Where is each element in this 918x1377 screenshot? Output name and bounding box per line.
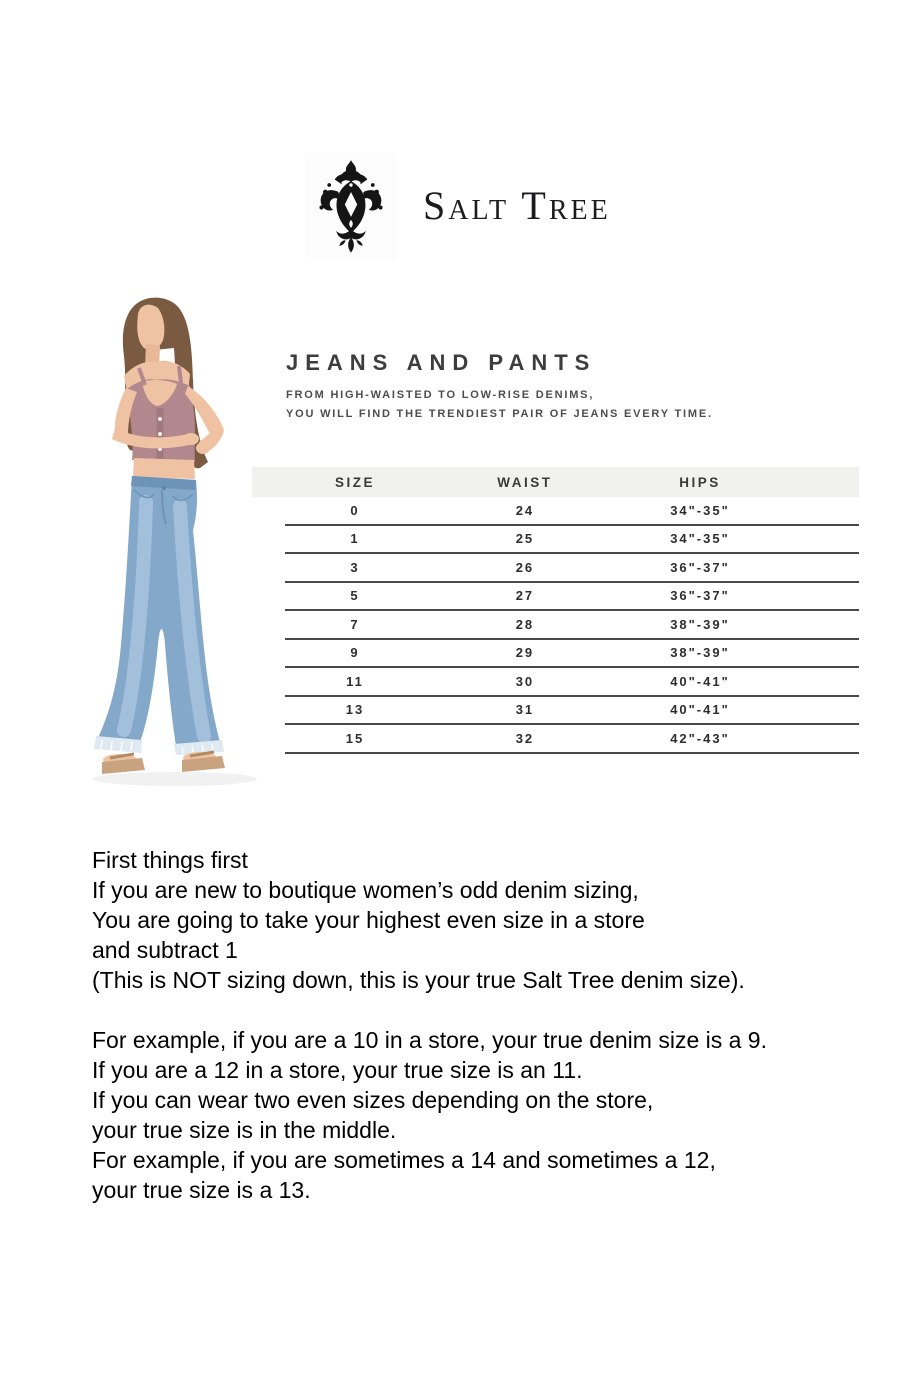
cell-size: 3: [285, 553, 425, 582]
cell-hips: 36"-37": [625, 553, 775, 582]
cell-spacer: [775, 639, 859, 668]
note-line: (This is NOT sizing down, this is your true Salt Tree denim size).: [92, 967, 745, 993]
cell-spacer: [775, 696, 859, 725]
table-row: [285, 724, 859, 753]
note-line: your true size is in the middle.: [92, 1117, 397, 1143]
note-line: First things first: [92, 847, 248, 873]
cell-waist: 28: [425, 610, 625, 639]
cell-size: 13: [285, 696, 425, 725]
cell-hips: 34"-35": [625, 497, 775, 525]
size-chart-table: [285, 467, 859, 754]
cell-spacer: [775, 667, 859, 696]
cell-hips: 42"-43": [625, 724, 775, 753]
note-line: and subtract 1: [92, 937, 238, 963]
column-header-size: SIZE: [335, 474, 376, 490]
table-row: [285, 553, 859, 582]
note-line: If you are new to boutique women’s odd denim sizing,: [92, 877, 639, 903]
brand-name: Salt Tree: [423, 183, 611, 228]
cell-hips: 40"-41": [625, 696, 775, 725]
sizing-notes-paragraph-2: [92, 1025, 767, 1205]
sizing-notes-paragraph-1: [92, 845, 767, 995]
cell-waist: 31: [425, 696, 625, 725]
table-row: [285, 610, 859, 639]
cell-waist: 32: [425, 724, 625, 753]
cell-hips: 40"-41": [625, 667, 775, 696]
jeans-section-header: [286, 350, 713, 420]
column-header-spacer: [775, 467, 859, 497]
cell-hips: 38"-39": [625, 639, 775, 668]
table-row: [285, 667, 859, 696]
brand-logo: [305, 153, 611, 258]
section-title: JEANS AND PANTS: [286, 350, 597, 375]
cell-spacer: [775, 525, 859, 554]
model-photo: [90, 292, 280, 792]
cell-waist: 30: [425, 667, 625, 696]
cell-size: 11: [285, 667, 425, 696]
cell-waist: 27: [425, 582, 625, 611]
logo-tile: [305, 153, 397, 258]
cell-spacer: [775, 553, 859, 582]
cell-hips: 36"-37": [625, 582, 775, 611]
table-row: [285, 497, 859, 525]
section-subtitle-line2: YOU WILL FIND THE TRENDIEST PAIR OF JEANS EVERY TIME.: [286, 408, 713, 420]
cell-spacer: [775, 610, 859, 639]
cell-size: 5: [285, 582, 425, 611]
sizing-notes: [92, 845, 767, 1205]
note-line: If you are a 12 in a store, your true size is an 11.: [92, 1057, 583, 1083]
cell-waist: 26: [425, 553, 625, 582]
cell-hips: 34"-35": [625, 525, 775, 554]
cell-size: 7: [285, 610, 425, 639]
cell-size: 1: [285, 525, 425, 554]
cell-size: 0: [285, 497, 425, 525]
section-subtitle-line1: FROM HIGH-WAISTED TO LOW-RISE DENIMS,: [286, 389, 595, 401]
table-row: [285, 582, 859, 611]
note-line: For example, if you are sometimes a 14 and sometimes a 12,: [92, 1147, 716, 1173]
table-row: [285, 696, 859, 725]
cell-size: 9: [285, 639, 425, 668]
cell-waist: 24: [425, 497, 625, 525]
note-line: If you can wear two even sizes depending on the store,: [92, 1087, 654, 1113]
cell-spacer: [775, 497, 859, 525]
note-line: For example, if you are a 10 in a store, your true denim size is a 9.: [92, 1027, 767, 1053]
table-row: [285, 639, 859, 668]
damask-ornament-icon: [316, 158, 386, 254]
cell-spacer: [775, 582, 859, 611]
cell-waist: 29: [425, 639, 625, 668]
note-line: You are going to take your highest even size in a store: [92, 907, 645, 933]
cell-size: 15: [285, 724, 425, 753]
size-chart-body: [285, 497, 859, 753]
column-header-waist: WAIST: [497, 474, 553, 490]
size-chart-head: [285, 467, 859, 497]
cell-waist: 25: [425, 525, 625, 554]
column-header-hips: HIPS: [679, 474, 721, 490]
cell-hips: 38"-39": [625, 610, 775, 639]
cell-spacer: [775, 724, 859, 753]
header-row: [285, 467, 859, 497]
table-row: [285, 525, 859, 554]
note-line: your true size is a 13.: [92, 1177, 311, 1203]
